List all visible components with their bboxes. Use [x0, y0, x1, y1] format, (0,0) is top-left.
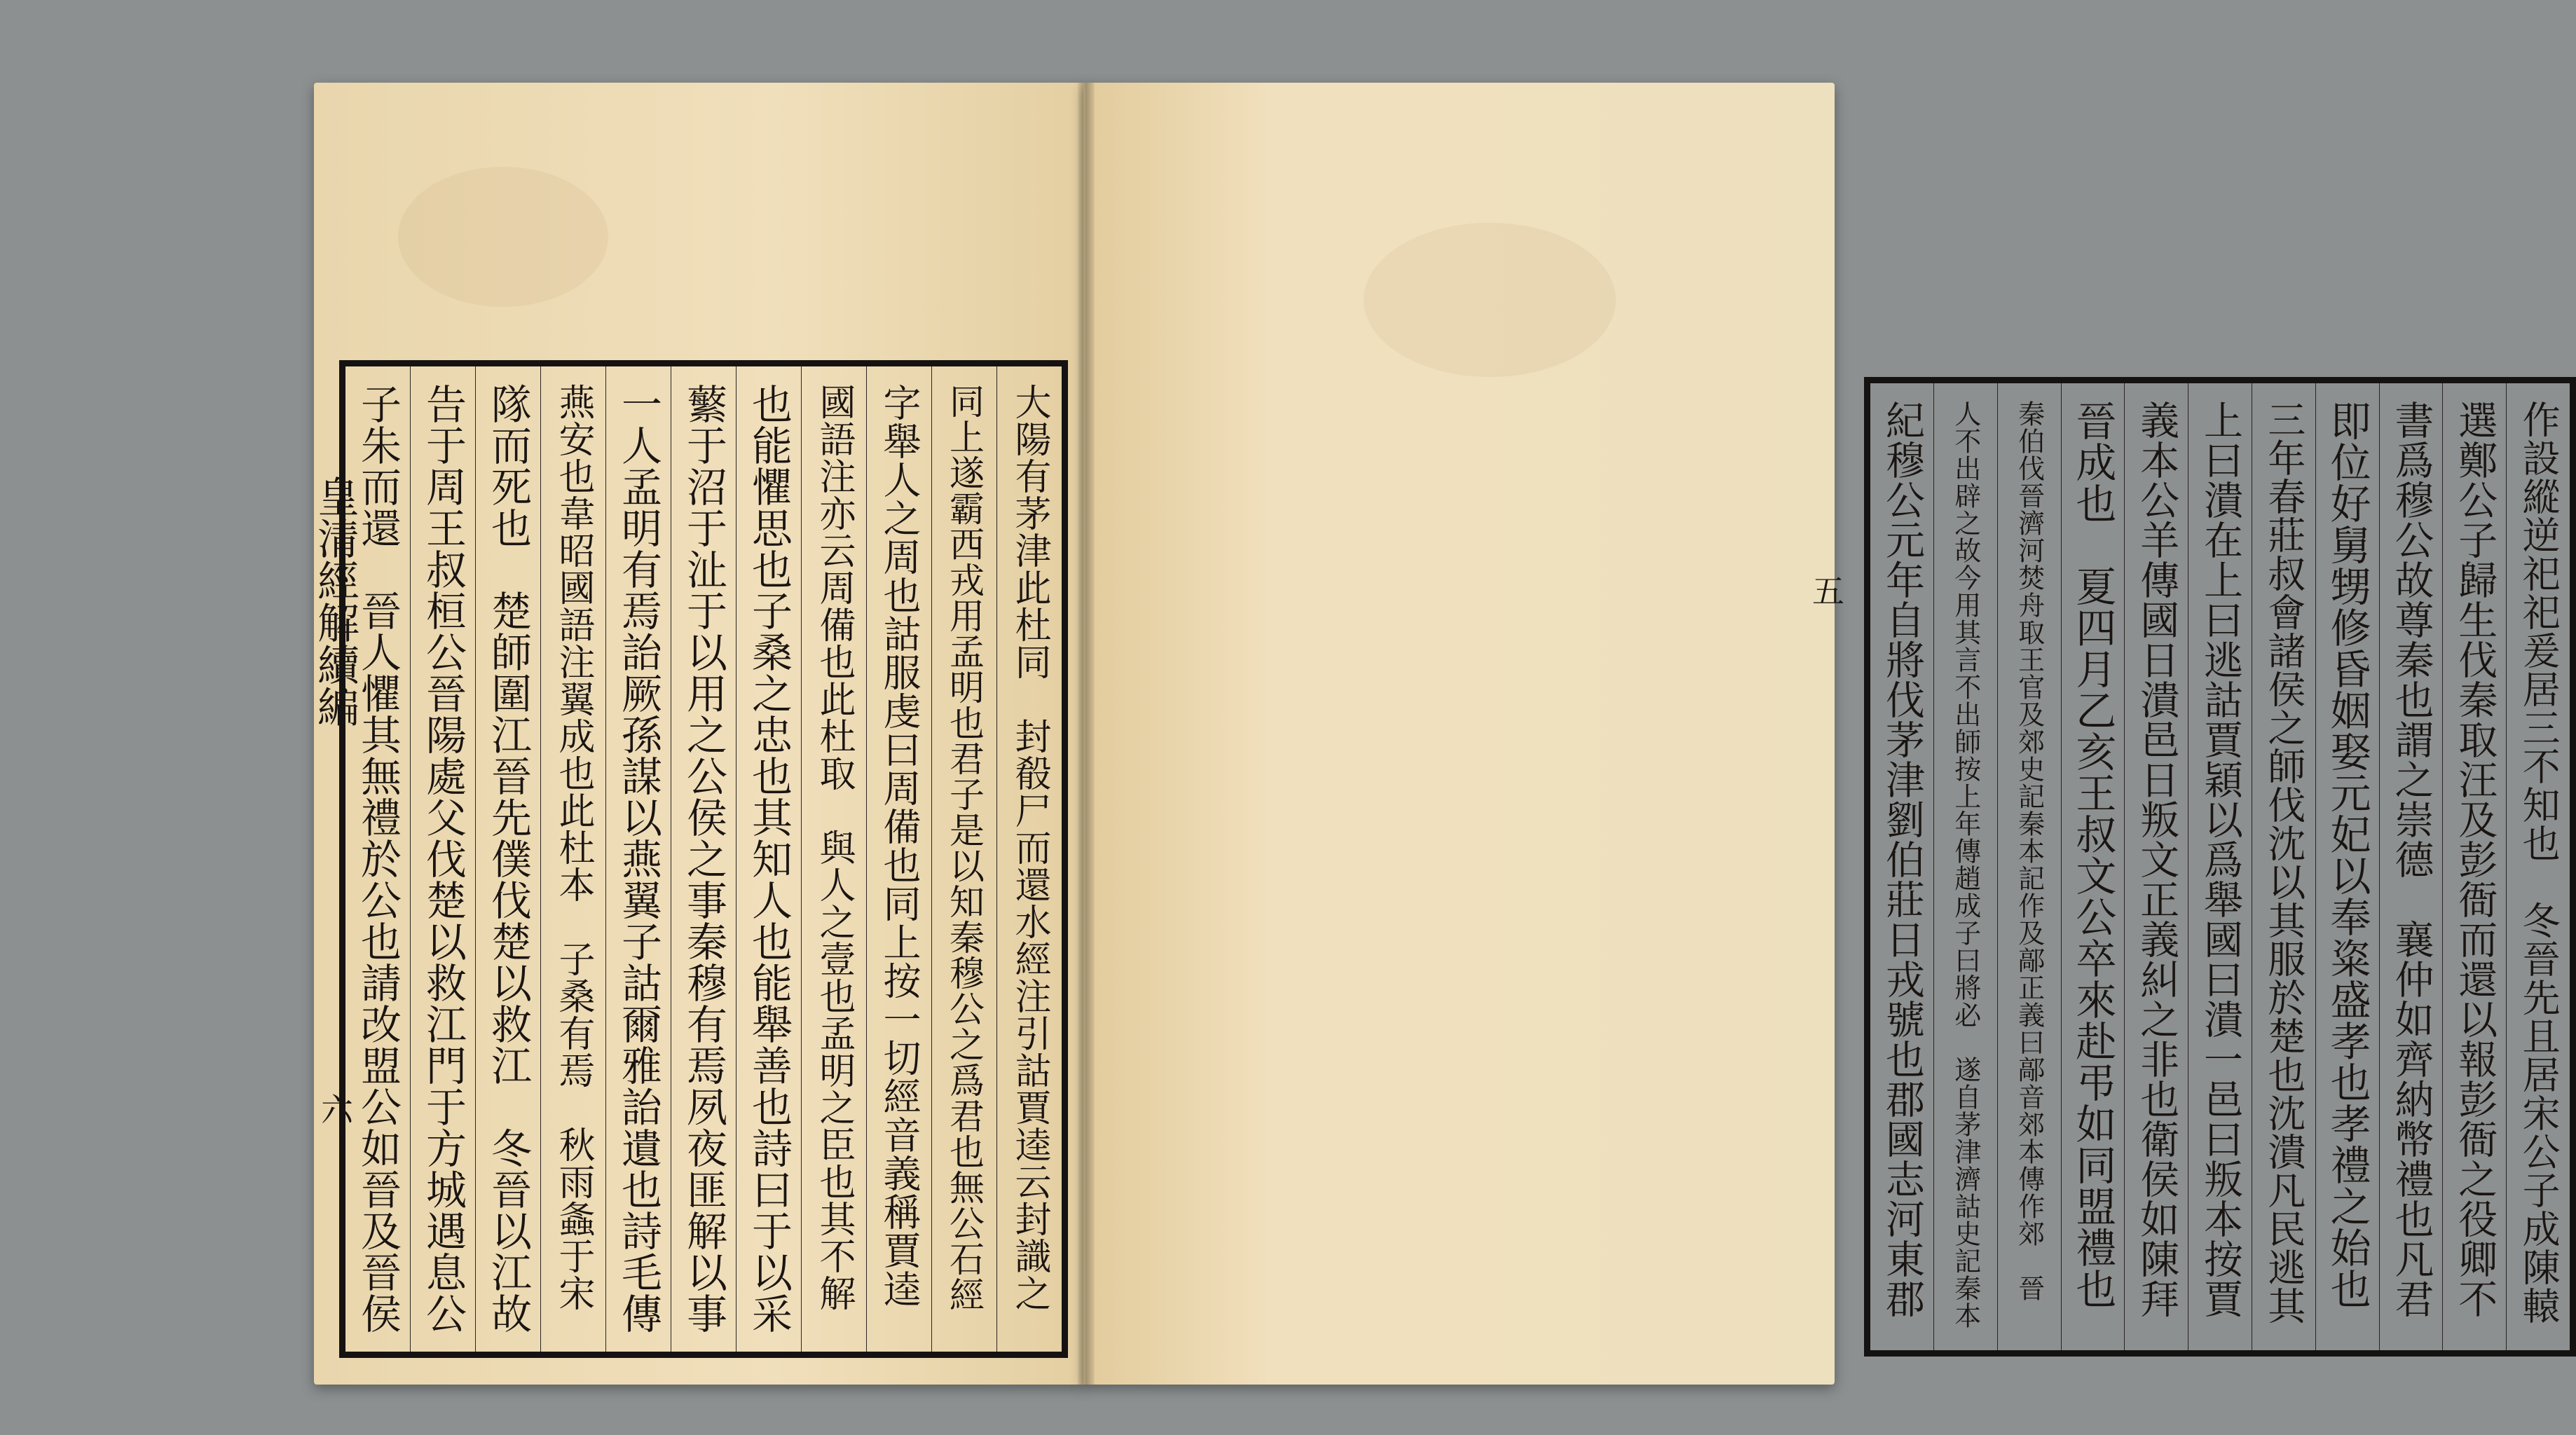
left-text-frame [339, 360, 1068, 1358]
right-page-number: 五 [1812, 572, 1844, 610]
right-column-text: 上曰潰在上曰逃詁賈穎以爲舉國曰潰一邑曰叛本按賈 [2198, 400, 2244, 1319]
left-column-text: 告于周王叔桓公晉陽處父伐楚以救江門于方城遇息公 [419, 383, 467, 1334]
right-column-text: 義本公羊傳國日潰邑日叛文正義糾之非也衛侯如陳拜 [2134, 400, 2180, 1319]
right-text-column [2252, 383, 2315, 1350]
right-text-column [2188, 383, 2252, 1350]
right-column-text: 晉成也 夏四月乙亥王叔文公卒來赴弔如同盟禮也 [2069, 400, 2117, 1310]
left-text-column [605, 366, 671, 1352]
left-text-column [931, 366, 996, 1352]
left-page-number: 六 [321, 1091, 353, 1129]
right-column-text: 三年春莊叔會諸侯之師伐沈以其服於楚也沈潰凡民逃其 [2261, 400, 2306, 1325]
left-text-column [996, 366, 1062, 1352]
left-column-text: 也能懼思也子桑之忠也其知人也能舉善也詩曰于以采 [745, 383, 793, 1334]
book-gutter [1078, 83, 1095, 1385]
left-column-text: 大陽有茅津此杜同 封殽尸而還水經注引詁賈逵云封識之 [1008, 383, 1050, 1312]
left-text-column [410, 366, 475, 1352]
left-text-column [866, 366, 931, 1352]
right-column-text: 人不出辟之故今用其言不出師按上年傳趙成子曰將必 遂自茅津濟詁史記秦本 [1950, 400, 1981, 1329]
right-text-column [2506, 383, 2570, 1350]
right-text-frame [1864, 377, 2576, 1357]
right-text-column [2379, 383, 2443, 1350]
left-text-column [736, 366, 801, 1352]
left-text-column [801, 366, 866, 1352]
left-column-text: 蘩于沼于沚于以用之公侯之事秦穆有焉夙夜匪解以事 [680, 383, 727, 1334]
left-text-column [475, 366, 540, 1352]
left-text-column [345, 366, 410, 1352]
right-page [1083, 83, 2561, 1385]
left-column-text: 同上遂霸西戎用孟明也君子是以知秦穆公之爲君也無公石經 [944, 383, 985, 1312]
right-text-column [1933, 383, 1997, 1350]
right-text-column [2442, 383, 2506, 1350]
right-column-text: 紀穆公元年自將伐茅津劉伯莊日戎號也郡國志河東郡 [1879, 400, 1925, 1319]
right-text-column [2124, 383, 2188, 1350]
left-margin-title: 皇清經解續編 [310, 475, 359, 727]
left-column-text: 字舉人之周也詁服虔曰周備也同上按一切經音義稱賈逵 [877, 383, 922, 1308]
right-column-text: 書爲穆公故尊秦也謂之崇德 襄仲如齊納幣禮也凡君 [2388, 400, 2434, 1319]
right-text-column [1997, 383, 2061, 1350]
left-column-text: 子朱而還 晉人懼其無禮於公也請改盟公如晉及晉侯 [354, 383, 402, 1334]
left-page [310, 83, 1085, 1385]
left-column-text: 一人孟明有焉詒厥孫謀以燕翼子詁爾雅詒遺也詩毛傳 [615, 383, 662, 1334]
right-column-text: 選鄭公子歸生伐秦取汪及彭衙而還以報彭衙之役卿不 [2452, 400, 2498, 1319]
left-column-text: 國語注亦云周備也此杜取 與人之壹也孟明之臣也其不解 [813, 383, 855, 1312]
left-text-column [671, 366, 736, 1352]
right-text-column [1870, 383, 1933, 1350]
open-book [310, 83, 2561, 1385]
left-column-text: 燕安也韋昭國語注翼成也此杜本 子桑有焉 秋雨螽于宋 [552, 383, 594, 1312]
right-text-column [2315, 383, 2379, 1350]
left-column-text: 隊而死也 楚師圍江晉先僕伐楚以救江 冬晉以江故 [484, 383, 532, 1334]
right-column-text: 秦伯伐晉濟河焚舟取王官及郊史記秦本記作及鄗正義曰鄗音郊本傳作郊 晉 [2013, 400, 2045, 1302]
right-text-column [2061, 383, 2125, 1350]
right-column-text: 作設縱逆祀祀爰居三不知也 冬晉先且居宋公子成陳轅 [2516, 400, 2561, 1325]
right-column-text: 即位好舅甥修昏姻娶元妃以奉粢盛孝也孝禮之始也 [2323, 400, 2371, 1310]
left-text-column [540, 366, 605, 1352]
